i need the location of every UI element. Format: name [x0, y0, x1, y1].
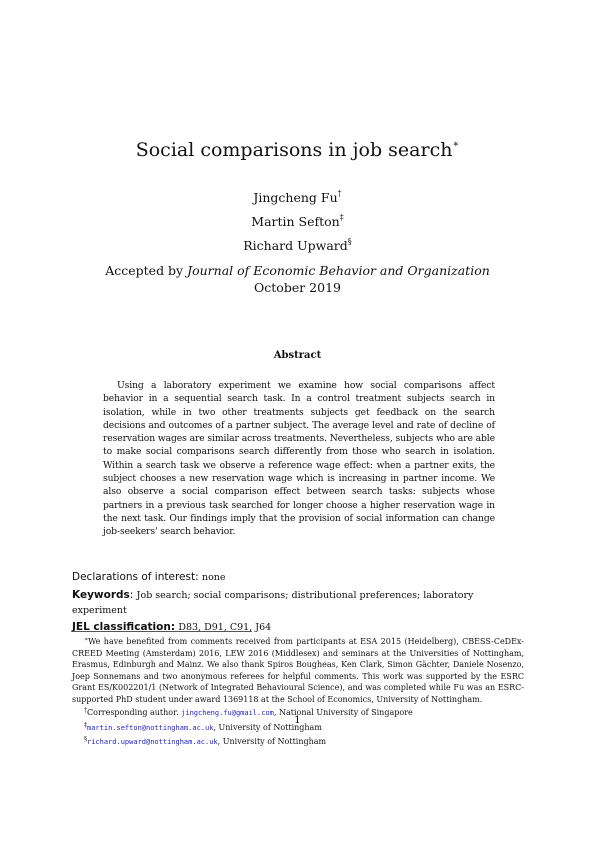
jel-value: D83, D91, C91, J64 [178, 622, 272, 633]
keywords-label: Keywords [72, 588, 130, 601]
jel-row [72, 620, 524, 635]
footnote-upward [72, 734, 524, 749]
author-name: Martin Sefton [251, 214, 340, 229]
acceptance-date: October 2019 [254, 280, 341, 295]
title-footnote-mark: ∗ [452, 139, 460, 150]
footnotes [72, 634, 524, 749]
author-name: Jingcheng Fu [253, 190, 338, 205]
footnote-divider [72, 631, 252, 632]
acceptance-line [0, 262, 595, 279]
declarations-label: Declarations of interest: [72, 571, 199, 583]
author-upward [0, 232, 595, 256]
email-link-upward[interactable]: richard.upward@nottingham.ac.uk [87, 738, 218, 746]
keywords-value: Job search; social comparisons; distributional preferences; laboratory experiment [72, 589, 474, 616]
paper-title [0, 133, 595, 162]
author-sefton [0, 208, 595, 232]
author-name: Richard Upward [243, 238, 348, 253]
footnote-mark: † [84, 707, 87, 714]
email-link-sefton[interactable]: martin.sefton@nottingham.ac.uk [87, 723, 214, 732]
footnote-affiliation: , University of Nottingham [217, 737, 327, 746]
footnote-affiliation: , National University of Singapore [273, 708, 413, 717]
author-footnote-mark: † [337, 189, 342, 198]
author-footnote-mark: § [347, 237, 352, 246]
email-link-fu[interactable]: jingcheng.fu@gmail.com [181, 709, 274, 717]
accepted-prefix: Accepted by [105, 263, 188, 278]
acceptance-note [0, 262, 595, 296]
jel-label: JEL classification: [72, 621, 176, 633]
abstract-heading: Abstract [273, 350, 322, 361]
declarations-value: none [201, 572, 226, 583]
author-footnote-mark: ‡ [339, 213, 344, 222]
journal-name: Journal of Economic Behavior and Organization [187, 263, 490, 278]
keywords-row: Keywords: Job search; social comparisons; distributional preferences; laboratory experiment [72, 588, 474, 616]
paper-metadata [72, 570, 524, 638]
footnote-mark: ‡ [84, 721, 87, 729]
footnote-affiliation: , University of Nottingham [213, 722, 322, 732]
page-number: 1 [294, 714, 301, 726]
author-fu [0, 184, 595, 208]
author-list [0, 184, 595, 256]
footnote-mark: § [84, 736, 87, 743]
footnote-text: We have benefited from comments received from participants at ESA 2015 (Heidelberg), CBESS-CeDEx-CREED Meeting (Amsterdam) 2016, LEW 2016 (Middlesex) and seminars at the Universities of Nottingham, Erasmus, Edinburgh and Mainz. We also thank Spiros Bougheas, Ken Clark, Simon Gächter, Daniele Nosenzo, Joep Sonnemans and two anonymous referees for helpful comments. This work was supported by the ESRC Grant ES/K002201/1 (Network of Integrated Behavioural Science), and was completed while Fu was an ESRC-supported PhD student under award 1369118 at the School of Economics, University of Nottingham. [72, 637, 524, 704]
declarations-row [72, 570, 524, 585]
title-text: Social comparisons in job search [135, 139, 453, 161]
footnote-acknowledgement [72, 634, 524, 705]
footnote-text: Corresponding author. [87, 708, 182, 717]
abstract-text: Using a laboratory experiment we examine how social comparisons affect behavior in a sequential search task. In a control treatment subjects search in isolation, while in two other treatments subjects get feedback on the search decisions and outcomes of a partner subject. The average level and rate of decline of reservation wages are similar across treatments. Nevertheless, subjects who are able to make social comparisons search differently from those who search in isolation. Within a search task we observe a reference wage effect: when a partner exits, the subject chooses a new reservation wage which is increasing in partner income. We also observe a social comparison effect between search tasks: subjects whose partners in a previous task searched for longer choose a higher reservation wage in the next task. Our findings imply that the provision of social information can change job-seekers' search behavior. [103, 380, 495, 538]
footnote-mark: ∗ [84, 636, 89, 643]
